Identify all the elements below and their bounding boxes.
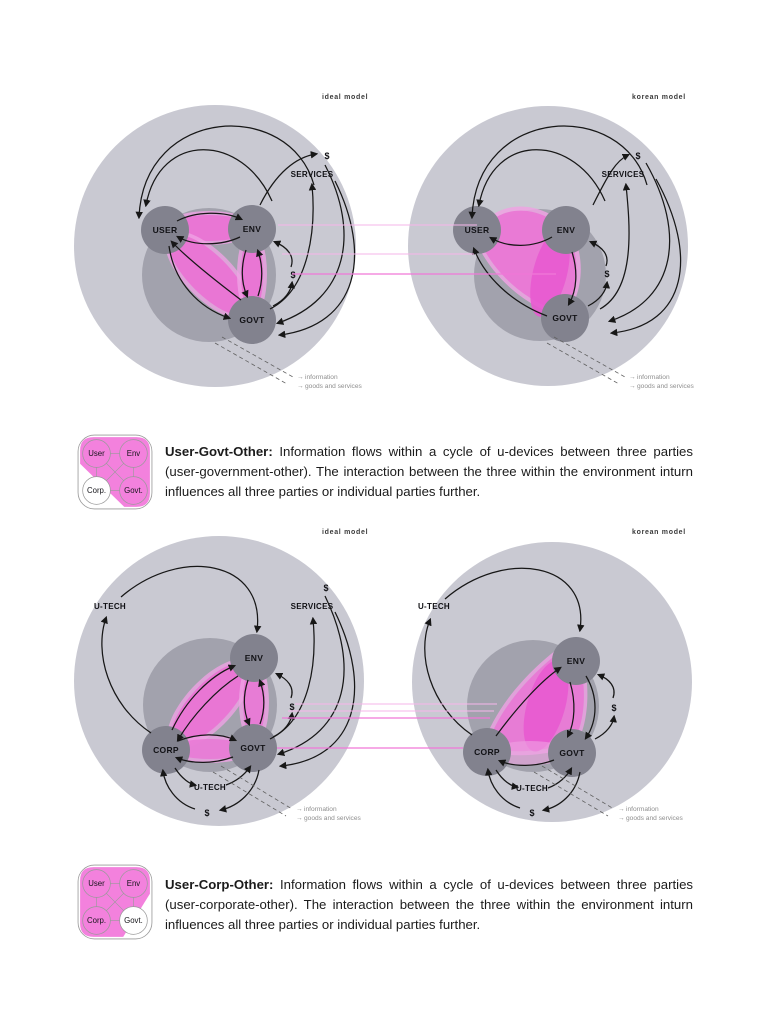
arrow-icon: → (618, 815, 625, 822)
goods-services-note: goods and services (305, 383, 362, 390)
paragraph-heading: User-Corp-Other: (165, 877, 274, 893)
govt-label: GOVT (552, 313, 578, 323)
goods-services-note: goods and services (626, 815, 683, 822)
paragraph-body: Information flows within a cycle of u-devices between three parties (user-corporate-other). The interaction between the three within the environment inturn influences all three parties or individual parties further. (165, 877, 693, 932)
user-label: USER (152, 225, 178, 235)
utech-label: U-TECH (417, 602, 451, 611)
utech-label: U-TECH (93, 602, 127, 611)
corp-corner-label: Corp. (86, 916, 107, 926)
model-label: korean model (632, 94, 686, 101)
diagram-user-govt-korean-model (400, 85, 745, 405)
dollar-label: $ (290, 270, 296, 280)
govt-label: GOVT (239, 315, 265, 325)
goods-services-note: goods and services (304, 815, 361, 822)
govt-corner-label: Govt. (124, 486, 143, 496)
user-govt-other-paragraph (165, 442, 693, 501)
env-corner-label: Env (126, 879, 141, 889)
diagram-user-corp-korean-model (400, 520, 745, 840)
dollar-label: $ (324, 151, 330, 161)
env-label: ENV (244, 653, 264, 663)
model-label: ideal model (322, 94, 369, 101)
user-corner-label: User (88, 879, 105, 889)
user-corner-label: User (88, 449, 105, 459)
corp-label: CORP (153, 745, 179, 755)
arrow-icon: → (297, 383, 304, 390)
user-label: USER (464, 225, 490, 235)
diagram-user-govt-ideal-model (64, 85, 409, 405)
env-label: ENV (242, 224, 262, 234)
corp-label: CORP (474, 747, 500, 757)
model-label: ideal model (322, 529, 369, 536)
paragraph-heading: User-Govt-Other: (165, 444, 273, 460)
arrow-icon: → (629, 374, 636, 381)
env-corner-label: Env (126, 449, 141, 459)
user-corp-other-paragraph (165, 875, 693, 934)
diagram-user-corp-ideal-model (64, 520, 409, 840)
env-label: ENV (566, 656, 586, 666)
goods-services-note: goods and services (637, 383, 694, 390)
dollar-label: $ (204, 808, 210, 818)
env-label: ENV (556, 225, 576, 235)
services-label: SERVICES (601, 170, 645, 179)
dollar-label: $ (635, 151, 641, 161)
information-note: information (637, 374, 670, 381)
dollar-label: $ (611, 703, 617, 713)
information-note: information (626, 806, 659, 813)
govt-label: GOVT (240, 743, 266, 753)
dollar-label: $ (323, 583, 329, 593)
information-note: information (305, 374, 338, 381)
govt-corner-label: Govt. (124, 916, 143, 926)
information-note: information (304, 806, 337, 813)
arrow-icon: → (297, 374, 304, 381)
utech-label: U-TECH (193, 783, 227, 792)
dollar-label: $ (289, 702, 295, 712)
model-label: korean model (632, 529, 686, 536)
legend-matrix-user-corp (76, 863, 154, 941)
services-label: SERVICES (290, 170, 334, 179)
paragraph-body: Information flows within a cycle of u-devices between three parties (user-government-other). The interaction between the three within the environment inturn influences all three parties or individual parties further. (165, 444, 693, 499)
utech-label: U-TECH (515, 784, 549, 793)
arrow-icon: → (629, 383, 636, 390)
corp-corner-label: Corp. (86, 486, 107, 496)
services-label: SERVICES (290, 602, 334, 611)
arrow-icon: → (296, 806, 303, 813)
legend-matrix-user-govt (76, 433, 154, 511)
arrow-icon: → (296, 815, 303, 822)
govt-label: GOVT (559, 748, 585, 758)
arrow-icon: → (618, 806, 625, 813)
dollar-label: $ (529, 808, 535, 818)
dollar-label: $ (604, 269, 610, 279)
